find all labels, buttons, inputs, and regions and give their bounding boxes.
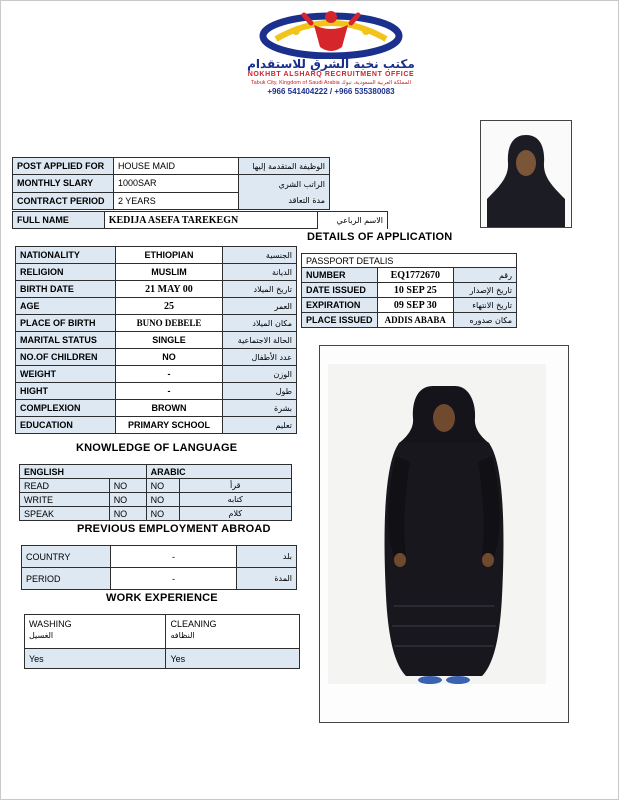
speak-label-ar: كلام [179, 507, 291, 521]
org-address: Tabuk City, Kingdom of Saudi Arabia المملكة العربية السعودية، تبوك [250, 80, 412, 86]
speak-english: NO [109, 507, 146, 521]
marital-status-label-ar: الحالة الاجتماعية [223, 332, 297, 349]
height-value: - [115, 383, 223, 400]
salary-value: 1000SAR [113, 175, 238, 193]
period-value: - [110, 568, 236, 590]
details-title: DETAILS OF APPLICATION [307, 231, 453, 243]
table-row [302, 268, 517, 283]
details-table [15, 246, 297, 434]
applicant-portrait-photo [480, 120, 572, 228]
col-english: ENGLISH [20, 465, 147, 479]
birth-place-label: PLACE OF BIRTH [16, 315, 116, 332]
cleaning-label: CLEANING [170, 619, 217, 629]
weight-value: - [115, 366, 223, 383]
language-table [19, 464, 292, 521]
passport-table [301, 253, 517, 328]
complexion-label-ar: بشرة [223, 400, 297, 417]
passport-place-label: PLACE ISSUED [302, 313, 378, 328]
post-label: POST APPLIED FOR [13, 158, 114, 175]
write-label: WRITE [20, 493, 110, 507]
marital-status-value: SINGLE [115, 332, 223, 349]
children-label: NO.OF CHILDREN [16, 349, 116, 366]
full-name-table [12, 211, 388, 229]
birth-place-label-ar: مكان الميلاد [223, 315, 297, 332]
cleaning-cell [166, 615, 300, 649]
org-phones: +966 541404222 / +966 535380083 [267, 87, 395, 96]
full-name-label: FULL NAME [13, 212, 105, 229]
table-row [16, 281, 297, 298]
country-label-ar: بلد [237, 546, 297, 568]
table-row [25, 649, 300, 669]
washing-cell [25, 615, 166, 649]
passport-issued-label-ar: تاريخ الإصدار [453, 283, 516, 298]
employment-table [21, 545, 297, 590]
education-value: PRIMARY SCHOOL [115, 417, 223, 434]
read-arabic: NO [146, 479, 179, 493]
salary-label-ar: الراتب الشري [278, 180, 325, 189]
write-arabic: NO [146, 493, 179, 507]
complexion-label: COMPLEXION [16, 400, 116, 417]
table-row [16, 332, 297, 349]
table-row [16, 400, 297, 417]
full-body-figure-icon [320, 346, 568, 722]
post-value: HOUSE MAID [113, 158, 238, 175]
height-label-ar: طول [223, 383, 297, 400]
passport-place-value: ADDIS ABABA [377, 313, 453, 328]
table-row [16, 247, 297, 264]
read-label: READ [20, 479, 110, 493]
education-label-ar: تعليم [223, 417, 297, 434]
passport-expiration-value: 09 SEP 30 [377, 298, 453, 313]
table-row [16, 366, 297, 383]
table-row [16, 349, 297, 366]
post-table [12, 157, 330, 210]
speak-arabic: NO [146, 507, 179, 521]
religion-label-ar: الديانة [223, 264, 297, 281]
org-name-arabic: مكتب نخبة الشرق للاستقدام [247, 57, 415, 71]
table-row [302, 298, 517, 313]
table-row [16, 264, 297, 281]
age-value: 25 [115, 298, 223, 315]
table-row [22, 546, 297, 568]
company-logo-icon [256, 9, 406, 59]
table-row [22, 568, 297, 590]
read-english: NO [109, 479, 146, 493]
passport-issued-value: 10 SEP 25 [377, 283, 453, 298]
table-row [16, 315, 297, 332]
cleaning-label-ar: النظافه [170, 631, 195, 640]
speak-label: SPEAK [20, 507, 110, 521]
full-name-value: KEDIJA ASEFA TAREKEGN [104, 212, 317, 229]
passport-number-label-ar: رقم [453, 268, 516, 283]
table-row [25, 615, 300, 649]
contract-label: CONTRACT PERIOD [13, 192, 114, 210]
education-label: EDUCATION [16, 417, 116, 434]
table-row [13, 175, 330, 193]
passport-place-label-ar: مكان صدوره [453, 313, 516, 328]
write-english: NO [109, 493, 146, 507]
read-label-ar: قرأ [179, 479, 291, 493]
work-table [24, 614, 300, 669]
height-label: HIGHT [16, 383, 116, 400]
work-title: WORK EXPERIENCE [106, 592, 218, 604]
country-label: COUNTRY [22, 546, 111, 568]
birth-place-value: BUNO DEBELE [115, 315, 223, 332]
passport-expiration-label: EXPIRATION [302, 298, 378, 313]
org-name-english: NOKHBT ALSHARQ RECRUITMENT OFFICE [247, 71, 415, 78]
passport-number-label: NUMBER [302, 268, 378, 283]
age-label: AGE [16, 298, 116, 315]
table-row [302, 254, 517, 268]
complexion-value: BROWN [115, 400, 223, 417]
table-row [16, 298, 297, 315]
nationality-label-ar: الجنسية [223, 247, 297, 264]
passport-issued-label: DATE ISSUED [302, 283, 378, 298]
table-row [20, 465, 292, 479]
weight-label-ar: الوزن [223, 366, 297, 383]
religion-label: RELIGION [16, 264, 116, 281]
contract-label-ar: مدة التعاقد [288, 196, 325, 205]
table-row [302, 313, 517, 328]
weight-label: WEIGHT [16, 366, 116, 383]
nationality-label: NATIONALITY [16, 247, 116, 264]
table-row [16, 383, 297, 400]
employment-title: PREVIOUS EMPLOYMENT ABROAD [77, 523, 271, 535]
children-label-ar: عدد الأطفال [223, 349, 297, 366]
table-row [20, 479, 292, 493]
contract-value: 2 YEARS [113, 192, 238, 210]
washing-value: Yes [25, 649, 166, 669]
table-row [13, 158, 330, 175]
birth-date-value: 21 MAY 00 [115, 281, 223, 298]
table-row [302, 283, 517, 298]
washing-label-ar: الغسيل [29, 631, 54, 640]
birth-date-label-ar: تاريخ الميلاد [223, 281, 297, 298]
period-label: PERIOD [22, 568, 111, 590]
table-row [20, 507, 292, 521]
age-label-ar: العمر [223, 298, 297, 315]
washing-label: WASHING [29, 619, 72, 629]
birth-date-label: BIRTH DATE [16, 281, 116, 298]
marital-status-label: MARITAL STATUS [16, 332, 116, 349]
country-value: - [110, 546, 236, 568]
salary-contract-ar [239, 175, 330, 210]
passport-number-value: EQ1772670 [377, 268, 453, 283]
children-value: NO [115, 349, 223, 366]
passport-expiration-label-ar: تاريخ الانتهاء [453, 298, 516, 313]
language-title: KNOWLEDGE OF LANGUAGE [76, 442, 238, 454]
post-label-ar: الوظيفة المتقدمة إليها [239, 158, 330, 175]
portrait-figure-icon [481, 121, 571, 227]
col-arabic: ARABIC [146, 465, 291, 479]
salary-label: MONTHLY SLARY [13, 175, 114, 193]
period-label-ar: المدة [237, 568, 297, 590]
write-label-ar: كتابه [179, 493, 291, 507]
table-row [20, 493, 292, 507]
cleaning-value: Yes [166, 649, 300, 669]
full-name-label-ar: الاسم الرباعي [318, 212, 388, 229]
table-row [16, 417, 297, 434]
nationality-value: ETHIOPIAN [115, 247, 223, 264]
applicant-full-body-photo [319, 345, 569, 723]
table-row [13, 212, 388, 229]
religion-value: MUSLIM [115, 264, 223, 281]
passport-title: PASSPORT DETALIS [302, 254, 517, 268]
